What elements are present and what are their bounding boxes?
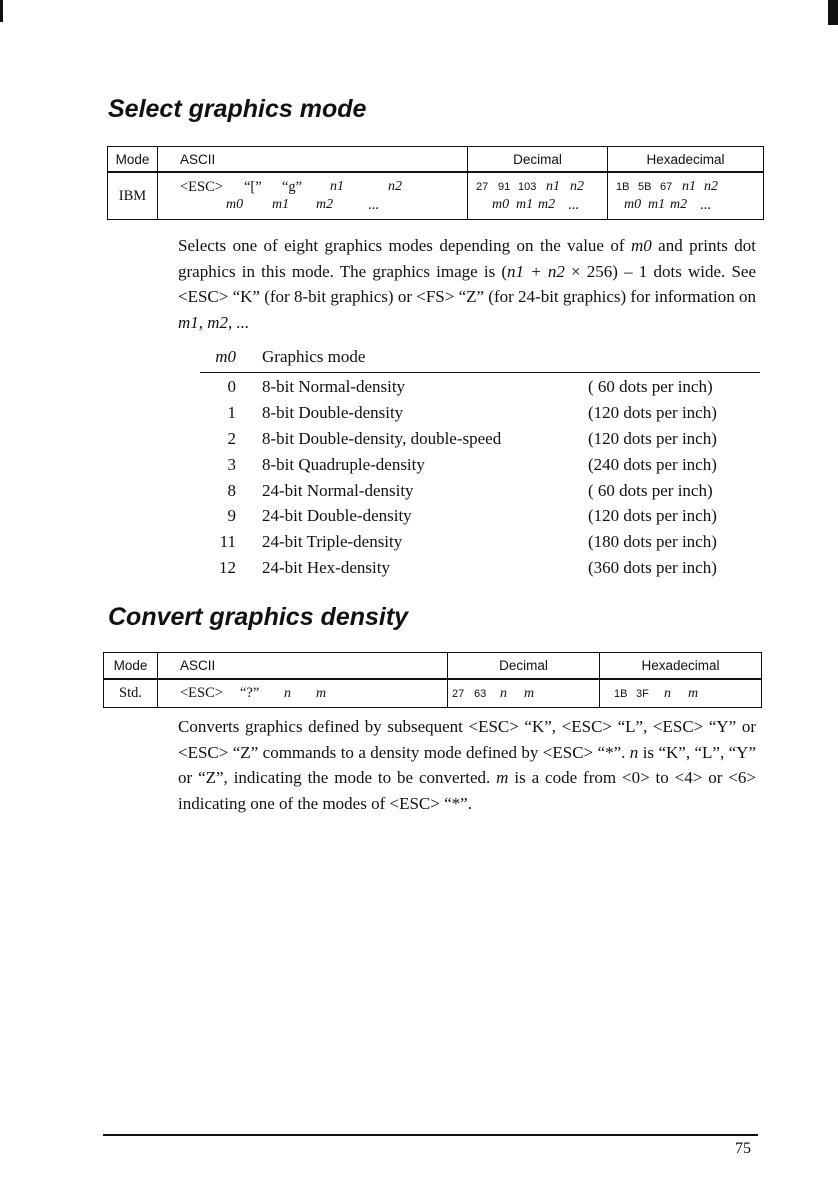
mode-code: 9 <box>227 506 236 526</box>
header-decimal: Decimal <box>468 147 608 173</box>
header-ascii: ASCII <box>158 147 468 173</box>
mode-row <box>200 477 760 503</box>
mode-code: 2 <box>227 428 236 448</box>
cell-mode-value: Std. <box>104 680 158 707</box>
hex-param: n2 <box>704 179 718 194</box>
mode-code: 1 <box>227 402 236 422</box>
command-table-convert-graphics-density <box>103 652 762 708</box>
mode-name: 24-bit Triple-density <box>262 532 403 552</box>
hex-param: m0 <box>624 197 642 212</box>
decimal-token: 63 <box>474 687 487 700</box>
hex-ellipsis: ... <box>700 196 711 213</box>
section-title-convert-graphics-density: Convert graphics density <box>108 603 409 631</box>
header-ascii: ASCII <box>158 653 448 680</box>
mode-code: 8 <box>227 480 236 500</box>
section-title-select-graphics-mode: Select graphics mode <box>108 95 367 123</box>
cell-hex-sequence <box>600 680 761 707</box>
description-select-graphics-mode: Selects one of eight graphics modes depending on the value of m0 and prints dot graphics in this mode. The graphics image is (n1 + n2 × 256) – 1 dots wide. See <ESC> “K” (for 8-bit graphics) or <FS> “Z” (for 24-bit graphics) for information on m1, m2, ... <box>178 236 756 333</box>
mode-name: 8-bit Quadruple-density <box>262 454 425 474</box>
mode-dpi: ( 60 dots per inch) <box>588 377 713 396</box>
hex-token: 67 <box>660 181 673 193</box>
decimal-param: n <box>500 685 507 701</box>
mode-name: 8-bit Double-density, double-speed <box>262 428 502 448</box>
header-mode: Mode <box>108 147 158 173</box>
mode-dpi: (240 dots per inch) <box>588 454 717 474</box>
mode-row <box>200 425 760 451</box>
hex-token: 5B <box>638 181 652 193</box>
cell-ascii-sequence <box>158 680 448 707</box>
mode-row <box>200 373 760 399</box>
mode-code: 0 <box>227 377 236 396</box>
decimal-param: m0 <box>492 197 510 212</box>
footer-rule <box>103 1134 758 1136</box>
ascii-param: n1 <box>330 179 344 194</box>
ascii-param: n2 <box>388 179 402 194</box>
mode-code: 11 <box>219 532 236 552</box>
ascii-ellipsis: ... <box>368 196 379 213</box>
header-hexadecimal: Hexadecimal <box>608 147 763 173</box>
cell-ascii-sequence <box>158 173 468 219</box>
header-mode: Mode <box>104 653 158 680</box>
ascii-token: “g” <box>282 178 303 195</box>
decimal-token: 103 <box>518 181 537 193</box>
graphics-modes-table <box>200 346 760 580</box>
mode-dpi: (360 dots per inch) <box>588 558 717 578</box>
mode-dpi: ( 60 dots per inch) <box>588 480 713 500</box>
ascii-token: <ESC> <box>180 178 223 195</box>
cell-hex-sequence <box>608 173 763 219</box>
hex-param: m1 <box>648 197 666 212</box>
page-number: 75 <box>735 1140 751 1157</box>
mode-name: 8-bit Double-density <box>262 402 404 422</box>
ascii-param: m0 <box>226 197 244 212</box>
mode-name: 24-bit Hex-density <box>262 558 390 578</box>
scan-mark-right <box>828 0 838 25</box>
decimal-token: 27 <box>476 181 489 193</box>
mode-row <box>200 554 760 580</box>
cell-decimal-sequence <box>468 173 608 219</box>
ascii-param: m <box>316 685 327 701</box>
hex-token: 1B <box>614 687 628 700</box>
header-hexadecimal: Hexadecimal <box>600 653 761 680</box>
mode-name: 8-bit Normal-density <box>262 377 406 396</box>
mode-dpi: (120 dots per inch) <box>588 428 717 448</box>
cell-mode-value: IBM <box>108 173 158 219</box>
ascii-param: n <box>284 685 291 701</box>
mode-dpi: (120 dots per inch) <box>588 506 717 526</box>
mode-code: 12 <box>219 558 236 578</box>
header-decimal: Decimal <box>448 653 600 680</box>
hex-param: n <box>664 685 671 701</box>
ascii-token: <ESC> <box>180 685 223 701</box>
modes-header-code: m0 <box>215 347 236 366</box>
hex-param: m <box>688 685 699 701</box>
decimal-param: n2 <box>570 179 584 194</box>
ascii-token: “?” <box>240 685 260 701</box>
mode-name: 24-bit Double-density <box>262 506 412 526</box>
ascii-token: “[” <box>244 178 262 195</box>
ascii-param: m2 <box>316 197 334 212</box>
mode-dpi: (120 dots per inch) <box>588 402 717 422</box>
decimal-token: 27 <box>452 687 465 700</box>
modes-table-header <box>200 346 760 373</box>
description-convert-graphics-density: Converts graphics defined by subsequent <ESC> “K”, <ESC> “L”, <ESC> “Y” or <ESC> “Z” commands to a density mode defined by <ESC> “*”. n is “K”, “L”, “Y” or “Z”, indicating the mode to be converted. m is a code from <0> to <4> or <6> indicating one of the modes of <ESC> “*”. <box>178 717 756 814</box>
scan-mark-left <box>0 0 3 22</box>
hex-param: n1 <box>682 179 696 194</box>
mode-code: 3 <box>227 454 236 474</box>
mode-row <box>200 399 760 425</box>
mode-row <box>200 528 760 554</box>
mode-dpi: (180 dots per inch) <box>588 532 717 552</box>
decimal-param: m2 <box>538 197 556 212</box>
decimal-param: m <box>524 685 535 701</box>
mode-row <box>200 451 760 477</box>
modes-header-label: Graphics mode <box>262 347 366 366</box>
mode-row <box>200 502 760 528</box>
mode-name: 24-bit Normal-density <box>262 480 414 500</box>
decimal-param: m1 <box>516 197 534 212</box>
ascii-param: m1 <box>272 197 290 212</box>
hex-token: 3F <box>636 687 649 700</box>
cell-decimal-sequence <box>448 680 600 707</box>
hex-token: 1B <box>616 181 630 193</box>
decimal-param: n1 <box>546 179 560 194</box>
decimal-ellipsis: ... <box>568 196 579 213</box>
command-table-select-graphics-mode <box>107 146 764 220</box>
decimal-token: 91 <box>498 181 511 193</box>
hex-param: m2 <box>670 197 688 212</box>
